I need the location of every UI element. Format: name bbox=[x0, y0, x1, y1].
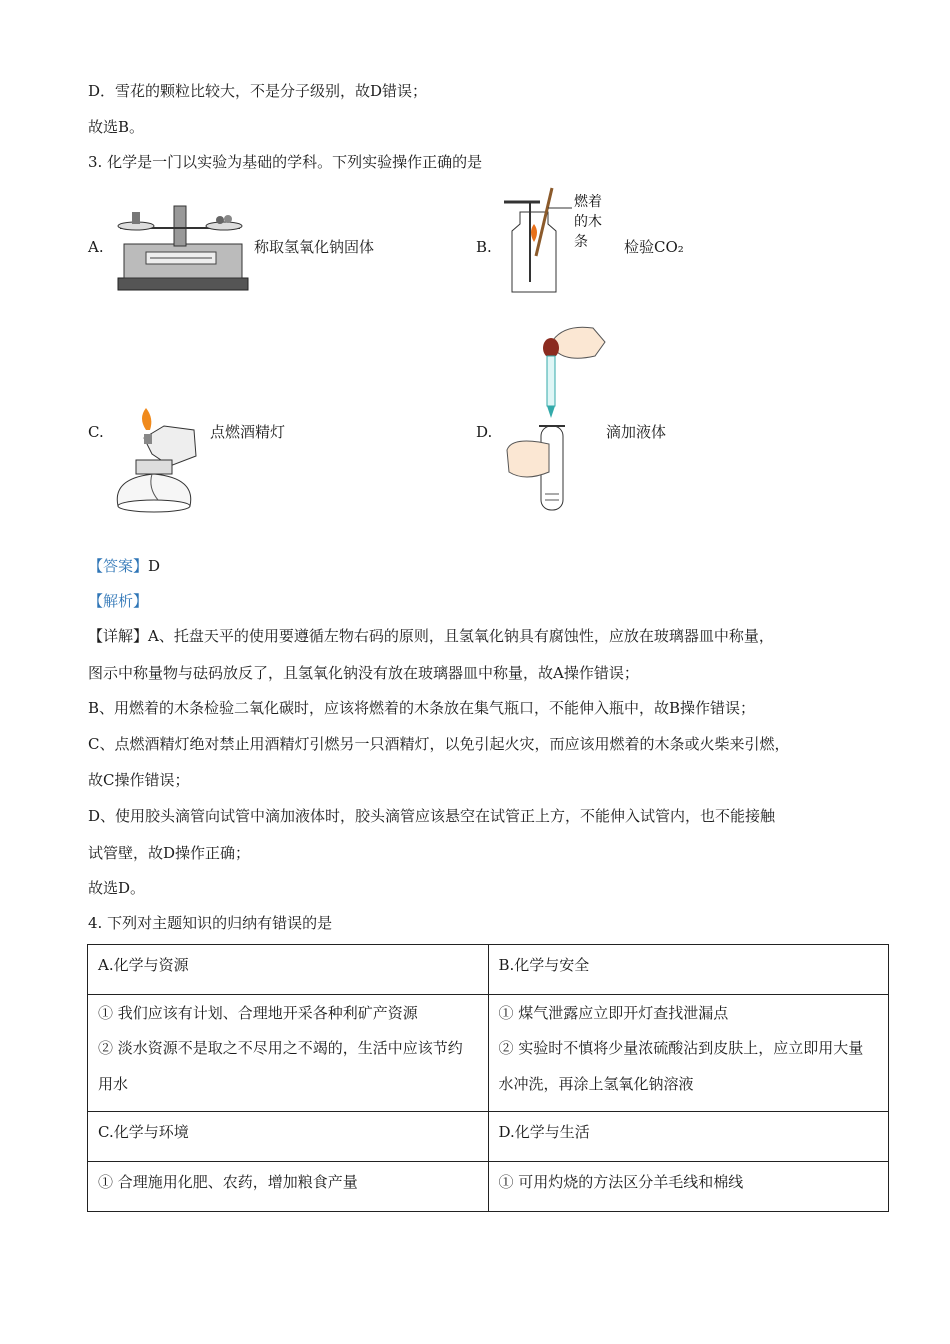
option-a-letter: A. bbox=[88, 238, 104, 256]
table-header-b: B.化学与安全 bbox=[488, 945, 889, 995]
option-d-text: 滴加液体 bbox=[606, 423, 667, 441]
explanation-line: D、使用胶头滴管向试管中滴加液体时，胶头滴管应该悬空在试管正上方，不能伸入试管内，也不能接触 bbox=[88, 807, 776, 825]
table-cell bbox=[88, 995, 489, 1112]
explanation-line: C、点燃酒精灯绝对禁止用酒精灯引燃另一只酒精灯，以免引起火灾，而应该用燃着的木条或火柴来引燃， bbox=[88, 735, 790, 753]
table-cell bbox=[88, 1162, 489, 1212]
statement: ① 煤气泄露应立即开灯查找泄漏点 bbox=[498, 1004, 729, 1022]
table-header-d: D.化学与生活 bbox=[488, 1112, 889, 1162]
table-row bbox=[88, 995, 889, 1112]
statement: ① 合理施用化肥、农药，增加粮食产量 bbox=[98, 1173, 358, 1191]
knowledge-table bbox=[87, 944, 889, 1212]
table-row bbox=[88, 945, 889, 995]
burning-stick-label: 的木 bbox=[574, 214, 602, 230]
table-header-c: C.化学与环境 bbox=[88, 1112, 489, 1162]
dropper-figure bbox=[505, 322, 610, 516]
option-c-text: 点燃酒精灯 bbox=[210, 423, 286, 441]
answer-value: D bbox=[148, 557, 161, 575]
balance-figure bbox=[110, 198, 250, 294]
statement: ② 淡水资源不是取之不尽用之不竭的，生活中应该节约用水 bbox=[98, 1039, 463, 1093]
option-b-text: 检验CO₂ bbox=[624, 238, 684, 256]
statement: ① 我们应该有计划、合理地开采各种利矿产资源 bbox=[98, 1004, 418, 1022]
explanation-line: B、用燃着的木条检验二氧化碳时，应该将燃着的木条放在集气瓶口，不能伸入瓶中，故B操作错误； bbox=[88, 699, 756, 717]
analysis-tag: 【解析】 bbox=[88, 592, 149, 610]
statement: ② 实验时不慎将少量浓硫酸沾到皮肤上，应立即用大量 水冲洗，再涂上氢氧化钠溶液 bbox=[498, 1039, 879, 1093]
alcohol-lamp-figure bbox=[108, 408, 208, 516]
explanation-line: 【详解】A、托盘天平的使用要遵循左物右码的原则，且氢氧化钠具有腐蚀性，应放在玻璃器皿中称量， bbox=[88, 627, 774, 645]
option-b-letter: B. bbox=[476, 238, 492, 256]
question-4-stem: 4. 下列对主题知识的归纳有错误的是 bbox=[88, 914, 333, 932]
option-a-text: 称取氢氧化钠固体 bbox=[254, 238, 375, 256]
option-d-letter: D. bbox=[476, 423, 493, 441]
explanation-line: 图示中称量物与砝码放反了，且氢氧化钠没有放在玻璃器皿中称量，故A操作错误； bbox=[88, 664, 639, 682]
burning-stick-label: 燃着 bbox=[574, 194, 602, 210]
answer-line bbox=[88, 556, 160, 576]
table-row bbox=[88, 1162, 889, 1212]
answer-tag: 【答案】 bbox=[88, 557, 149, 575]
table-cell bbox=[488, 995, 889, 1112]
explanation-line: 试管壁，故D操作正确； bbox=[88, 844, 251, 862]
text-line: 故选B。 bbox=[88, 118, 145, 136]
statement: ① 可用灼烧的方法区分羊毛线和棉线 bbox=[498, 1173, 744, 1191]
gas-bottle-figure bbox=[500, 186, 615, 298]
option-c-letter: C. bbox=[88, 423, 104, 441]
table-row bbox=[88, 1112, 889, 1162]
table-cell bbox=[488, 1162, 889, 1212]
conclusion-line: 故选D。 bbox=[88, 879, 146, 897]
table-header-a: A.化学与资源 bbox=[88, 945, 489, 995]
explanation-line: 故C操作错误； bbox=[88, 771, 190, 789]
text-line: D．雪花的颗粒比较大，不是分子级别，故D错误； bbox=[88, 82, 428, 100]
question-3-stem: 3. 化学是一门以实验为基础的学科。下列实验操作正确的是 bbox=[88, 153, 483, 171]
burning-stick-label: 条 bbox=[574, 234, 588, 250]
